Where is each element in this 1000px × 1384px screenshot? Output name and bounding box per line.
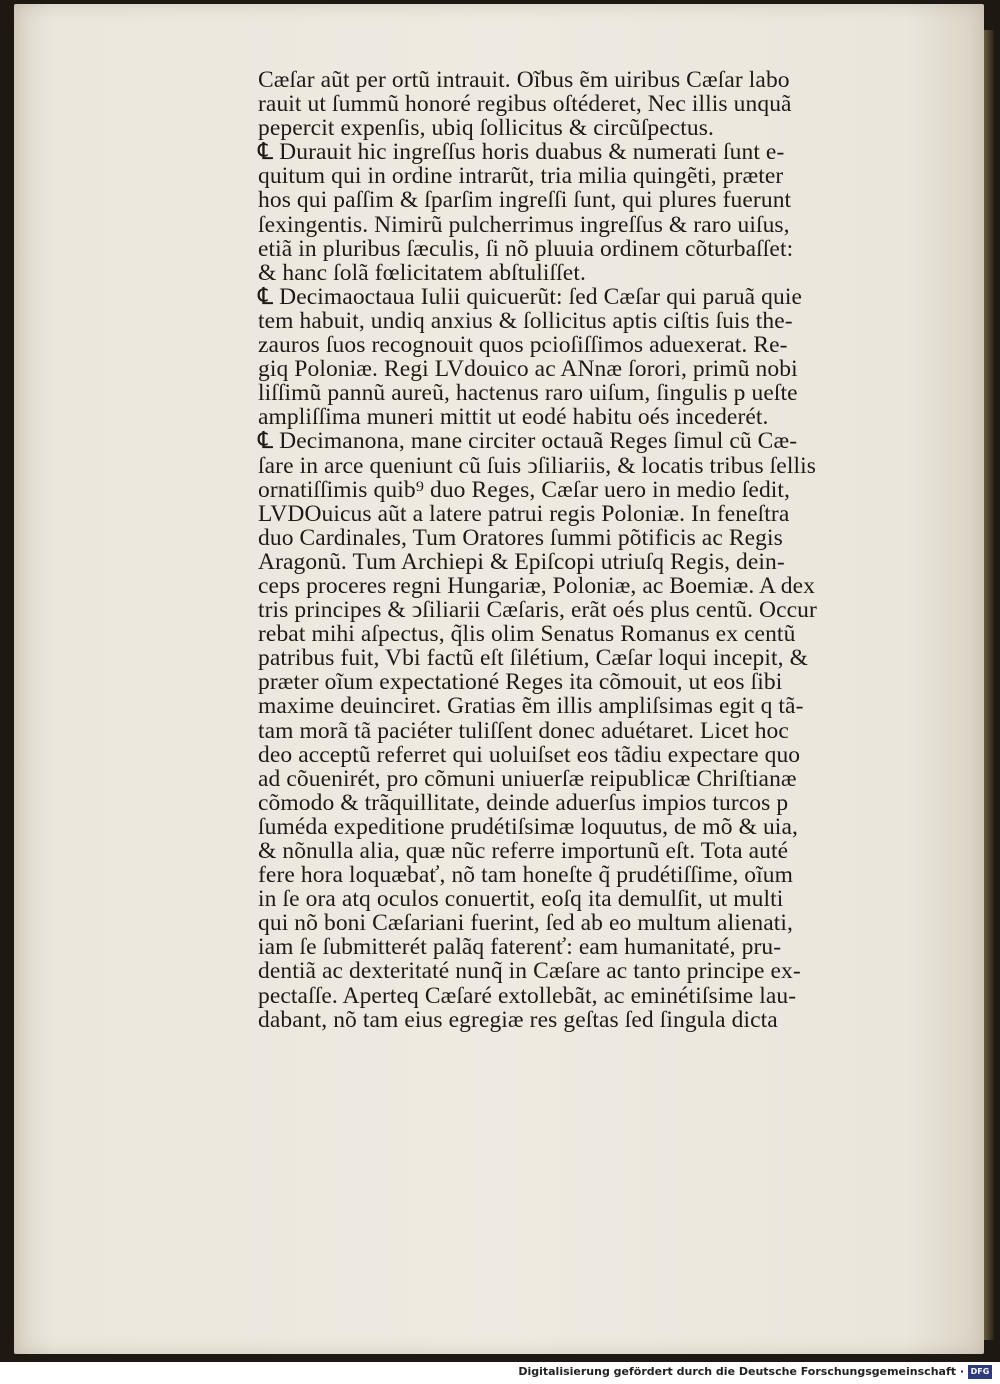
funding-credit: Digitalisierung gefördert durch die Deutsche Forschungsgemeinschaft ·: [518, 1365, 964, 1378]
text-line: dabant, nõ tam eius egregiæ res geſtas ſed ſingula dicta: [258, 1006, 778, 1033]
text-line: in ſe ora atq oculos conuertit, eoſq ita demulſit, ut multi: [258, 886, 784, 913]
text-line: ſexingentis. Nimirũ pulcherrimus ingreſſus & raro uiſus,: [258, 211, 790, 238]
text-line: ℄ Durauit hic ingreſſus horis duabus & numerati ſunt e-: [258, 139, 785, 166]
text-line: zauros ſuos recognouit quos pcioſiſſimos aduexerat. Re-: [258, 332, 788, 359]
text-line: tam morã tã paciéter tuliſſent donec aduétaret. Licet hoc: [258, 717, 789, 744]
text-line: maxime deuinciret. Gratias ẽm illis ampliſsimas egit q tã-: [258, 693, 804, 720]
text-line: ſare in arce queniunt cũ ſuis ↄſiliariis, & locatis tribus ſellis: [258, 452, 816, 479]
text-line: patribus fuit, Vbi factũ eſt ſilétium, Cæſar loqui incepit, &: [258, 645, 808, 672]
text-line: quitum qui in ordine intrarũt, tria milia quingẽti, præter: [258, 163, 784, 190]
text-line: fere hora loquæbať, nõ tam honeſte q̃ prudétiſſime, oĩum: [258, 862, 794, 889]
text-line: giq Poloniæ. Regi LVdouico ac ANnæ ſorori, primũ nobi: [258, 356, 798, 383]
text-line: Aragonũ. Tum Archiepi & Epiſcopi utriuſq Regis, dein-: [258, 548, 785, 575]
text-line: ℄ Decimanona, mane circiter octauã Reges ſimul cũ Cæ-: [258, 428, 798, 455]
dfg-logo: DFG: [968, 1365, 992, 1379]
text-line: duo Cardinales, Tum Oratores ſummi põtificis ac Regis: [258, 524, 783, 551]
page-edge-shadow: [984, 30, 994, 1340]
text-line: pepercit expenſis, ubiq ſollicitus & circũſpectus.: [258, 115, 714, 142]
text-line: tem habuit, undiq anxius & ſollicitus aptis ciſtis ſuis the-: [258, 307, 793, 334]
footer-bar: [0, 1362, 1000, 1384]
text-line: & hanc ſolã fœlicitatem abſtuliſſet.: [258, 259, 586, 286]
text-line: hos qui paſſim & ſparſim ingreſſi ſunt, qui plures fuerunt: [258, 187, 792, 214]
text-line: qui nõ boni Cæſariani fuerint, ſed ab eo multum alienati,: [258, 910, 793, 937]
text-line: ℄ Decimaoctaua Iulii quicuerũt: ſed Cæſar qui paruã quie: [258, 283, 803, 310]
text-line: LVDOuicus aũt a latere patrui regis Poloniæ. In feneſtra: [258, 500, 790, 527]
text-line: præter oĩum expectationé Reges ita cõmouit, ut eos ſibi: [258, 669, 783, 696]
text-line: ceps proceres regni Hungariæ, Poloniæ, ac Boemiæ. A dex: [258, 572, 815, 599]
text-line: ornatiſſimis quib⁹ duo Reges, Cæſar uero in medio ſedit,: [258, 476, 791, 503]
text-line: & nõnulla alia, quæ nũc referre importunũ eſt. Tota auté: [258, 838, 789, 864]
text-line: rebat mihi aſpectus, q̃lis olim Senatus Romanus ex centũ: [258, 621, 796, 648]
text-line: ampliſſima muneri mittit ut eodé habitu oés incederét.: [258, 404, 769, 431]
body-text: [258, 68, 908, 1032]
text-line: rauit ut ſummũ honoré regibus oſtéderet, Nec illis unquã: [258, 91, 792, 118]
text-line: etiã in pluribus ſæculis, ſi nõ pluuia ordinem cõturbaſſet:: [258, 235, 794, 262]
text-line: liſſimũ pannũ aureũ, hactenus raro uiſum, ſingulis p ueſte: [258, 380, 798, 407]
text-line: ſuméda expeditione prudétiſsimæ loquutus, de mõ & uia,: [258, 813, 798, 840]
text-line: ad cõuenirét, pro cõmuni uniuerſæ reipublicæ Chriſtianæ: [258, 765, 797, 792]
text-line: iam ſe ſubmitterét palãq faterenť: eam humanitaté, pru-: [258, 934, 782, 961]
text-line: tris principes & ↄſiliarii Cæſaris, erãt oés plus centũ. Occur: [258, 597, 817, 624]
text-line: deo acceptũ referret qui uoluiſset eos tãdiu expectare quo: [258, 741, 801, 768]
text-line: cõmodo & trãquillitate, deinde aduerſus impios turcos p: [258, 789, 789, 816]
text-line: dentiã ac dexteritaté nunq̃ in Cæſare ac tanto principe ex-: [258, 958, 801, 985]
text-line: Cæſar aũt per ortũ intrauit. Oĩbus ẽm uiribus Cæſar labo: [258, 67, 790, 93]
text-line: pectaſſe. Aperteq Cæſaré extollebãt, ac eminétiſsime lau-: [258, 982, 797, 1009]
